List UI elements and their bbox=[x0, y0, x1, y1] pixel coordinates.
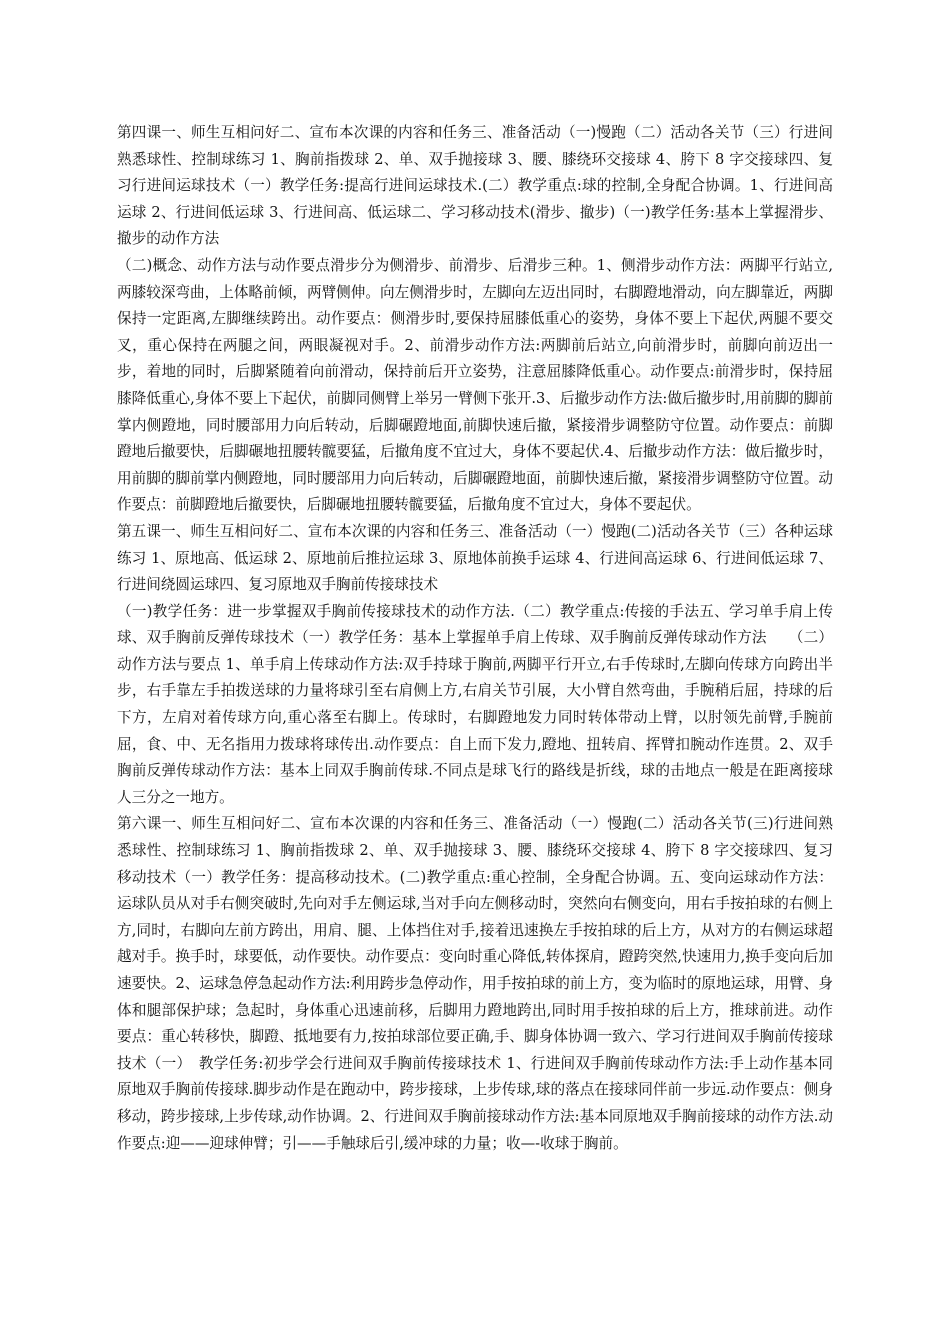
document-body bbox=[117, 120, 833, 1157]
paragraph-lesson-5-passing: （一)教学任务：进一步掌握双手胸前传接球技术的动作方法.（二）教学重点:传接的手法五、学习单手肩上传球、双手胸前反弹传球技术（一）教学任务：基本上掌握单手肩上传球、双手胸前反弹传球动作方法 （二）动作方法与要点 1、单手肩上传球动作方法:双手持球于胸前,两脚平行开立,右手传球时,左脚向传球方向跨出半步，右手靠左手拍拨送球的力量将球引至右肩侧上方,右肩关节引展，大小臂自然弯曲，手腕稍后屈，持球的后下方，左肩对着传球方向,重心落至右脚上。传球时，右脚蹬地发力同时转体带动上臂，以肘领先前臂,手腕前屈，食、中、无名指用力拨球将球传出.动作要点：自上而下发力,蹬地、扭转肩、挥臂扣腕动作连贯。2、双手胸前反弹传球动作方法：基本上同双手胸前传球.不同点是球飞行的路线是折线，球的击地点一般是在距离接球人三分之一地方。 bbox=[117, 602, 833, 806]
paragraph-lesson-5-intro: 第五课一、师生互相问好二、宣布本次课的内容和任务三、准备活动（一）慢跑(二)活动各关节（三）各种运球练习 1、原地高、低运球 2、原地前后推拉运球 3、原地体前换手运球 4、行进间高运球 6、行进间低运球 7、行进间绕圆运球四、复习原地双手胸前传接球技术 bbox=[117, 522, 833, 594]
paragraph-lesson-4-intro: 第四课一、师生互相问好二、宣布本次课的内容和任务三、准备活动（一)慢跑（二）活动各关节（三）行进间熟悉球性、控制球练习 1、胸前指拨球 2、单、双手抛接球 3、腰、膝绕环交接球 4、胯下 8 字交接球四、复习行进间运球技术（一）教学任务:提高行进间运球技术.(二）教学重点:球的控制,全身配合协调。1、行进间高运球 2、行进间低运球 3、行进间高、低运球二、学习移动技术(滑步、撤步)（一)教学任务:基本上掌握滑步、撤步的动作方法 bbox=[117, 124, 833, 248]
paragraph-lesson-6: 第六课一、师生互相问好二、宣布本次课的内容和任务三、准备活动（一）慢跑(二）活动各关节(三)行进间熟悉球性、控制球练习 1、胸前指拨球 2、单、双手抛接球 3、腰、膝绕环交接球 4、胯下 8 字交接球四、复习移动技术（一）教学任务：提高移动技术。(二)教学重点:重心控制，全身配合协调。五、变向运球动作方法：运球队员从对手右侧突破时,先向对手左侧运球,当对手向左侧移动时，突然向右侧变向，用右手按拍球的右侧上方,同时，右脚向左前方跨出，用肩、腿、上体挡住对手,接着迅速换左手按拍球的后上方，从对方的右侧运球超越对手。换手时，球要低，动作要快。动作要点：变向时重心降低,转体探肩，蹬跨突然,快速用力,换手变向后加速要快。2、运球急停急起动作方法:利用跨步急停动作，用手按拍球的前上方，变为临时的原地运球，用臂、身体和腿部保护球；急起时，身体重心迅速前移，后脚用力蹬地跨出,同时用手按拍球的后上方，推球前进。动作要点：重心转移快，脚蹬、抵地要有力,按拍球部位要正确,手、脚身体协调一致六、学习行进间双手胸前传接球技术（一） 教学任务:初步学会行进间双手胸前传接球技术 1、行进间双手胸前传球动作方法:手上动作基本同原地双手胸前传接球.脚步动作是在跑动中，跨步接球，上步传球,球的落点在接球同伴前一步远.动作要点：侧身移动，跨步接球,上步传球,动作协调。2、行进间双手胸前接球动作方法:基本同原地双手胸前接球的动作方法.动作要点:迎——迎球伸臂；引——手触球后引,缓冲球的力量；收—-收球于胸前。 bbox=[117, 815, 833, 1152]
paragraph-lesson-4-sliding-steps: （二)概念、动作方法与动作要点滑步分为侧滑步、前滑步、后滑步三种。1、侧滑步动作方法：两脚平行站立,两膝较深弯曲，上体略前倾，两臂侧伸。向左侧滑步时，左脚向左迈出同时，右脚蹬地滑动，向左脚靠近，两脚保持一定距离,左脚继续跨出。动作要点：侧滑步时,要保持屈膝低重心的姿势，身体不要上下起伏,两腿不要交叉，重心保持在两腿之间，两眼凝视对手。2、前滑步动作方法:两脚前后站立,向前滑步时，前脚向前迈出一步，着地的同时，后脚紧随着向前滑动，保持前后开立姿势，注意屈膝降低重心。动作要点:前滑步时，保持屈膝降低重心,身体不要上下起伏，前脚同侧臂上举另一臂侧下张开.3、后撤步动作方法:做后撤步时,用前脚的脚前掌内侧蹬地，同时腰部用力向后转动，后脚碾蹬地面,前脚快速后撤，紧接滑步调整防守位置。动作要点：前脚蹬地后撤要快，后脚碾地扭腰转髋要猛，后撤角度不宜过大，身体不要起伏.4、后撤步动作方法：做后撤步时，用前脚的脚前掌内侧蹬地，同时腰部用力向后转动，后脚碾蹬地面，前脚快速后撤，紧接滑步调整防守位置。动作要点：前脚蹬地后撤要快，后脚碾地扭腰转髋要猛，后撤角度不宜过大，身体不要起伏。 bbox=[117, 256, 833, 514]
